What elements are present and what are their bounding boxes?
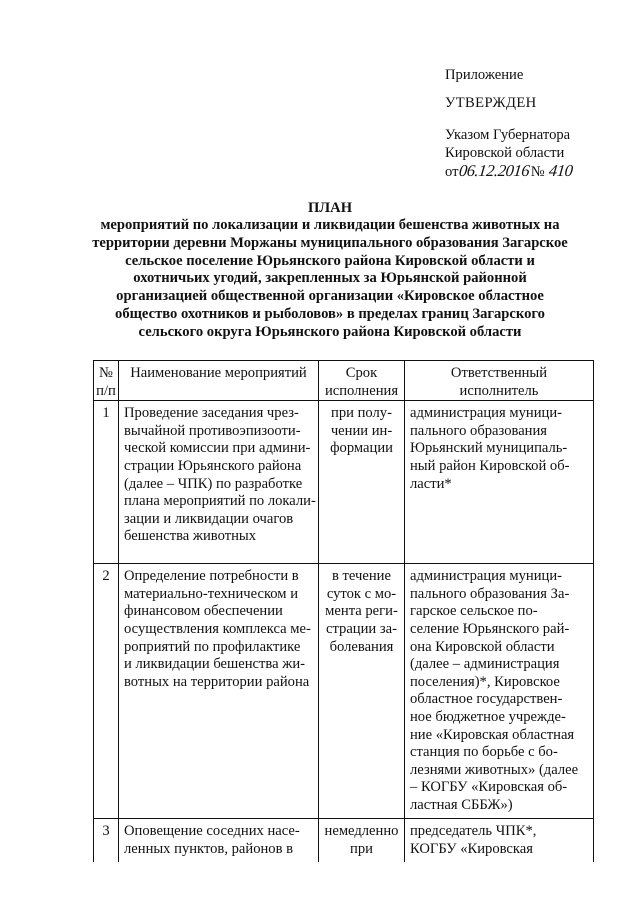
plan-subtitle-line: охотничьих угодий, закрепленных за Юрьянской районной bbox=[133, 270, 527, 287]
decree-line-1: Указом Губернатора bbox=[445, 127, 571, 143]
handwritten-number: 410 bbox=[547, 161, 574, 180]
handwritten-date: 06.12.2016 bbox=[458, 161, 531, 180]
cell-activity: Определение потребности в материально-техническом и финансовом обеспечении осуществления комплекса ме- роприятий по профилактике и ликвидации бешенства жи- вотных на территории района bbox=[119, 564, 319, 819]
cell-responsible: администрация муници- пального образования Юрьянский муниципаль- ный район Кировской об- ласти* bbox=[405, 401, 594, 564]
cell-deadline: немедленно при bbox=[319, 819, 405, 862]
plan-subtitle-line: территории деревни Моржаны муниципального образования Загарское bbox=[92, 234, 568, 251]
cell-deadline: в течение суток с мо- мента реги- страции за- болевания bbox=[319, 564, 405, 819]
table-header-row bbox=[94, 361, 594, 401]
number-sign: № bbox=[530, 164, 545, 180]
plan-subtitle-line: сельское поселение Юрьянского района Кировской области и bbox=[125, 252, 535, 269]
plan-title: ПЛАН bbox=[307, 200, 353, 216]
plan-subtitle-line: сельского округа Юрьянского района Кировской области bbox=[138, 323, 522, 340]
cell-activity: Оповещение соседних насе- ленных пунктов, районов в bbox=[119, 819, 319, 862]
decree-line-2: Кировской области bbox=[445, 145, 565, 161]
activities-table bbox=[93, 360, 594, 862]
decree-date-line bbox=[445, 162, 572, 181]
cell-deadline: при полу- чении ин- формации bbox=[319, 401, 405, 564]
date-prefix: от bbox=[445, 164, 459, 180]
cell-number: 1 bbox=[94, 401, 119, 564]
cell-number: 2 bbox=[94, 564, 119, 819]
table-row bbox=[94, 401, 594, 564]
cell-activity: Проведение заседания чрез- вычайной противоэпизооти- ческой комиссии при админи- страции Юрьянского района (далее – ЧПК) по разработке плана мероприятий по локали- зации и ликвидации очагов бешенства животных bbox=[119, 401, 319, 564]
plan-subtitle bbox=[60, 217, 600, 342]
header-cell-activity: Наименование мероприятий bbox=[119, 361, 319, 401]
table-row bbox=[94, 819, 594, 862]
appendix-label: Приложение bbox=[445, 67, 524, 83]
cell-responsible: председатель ЧПК*, КОГБУ «Кировская bbox=[405, 819, 594, 862]
plan-subtitle-line: организацией общественной организации «Кировское областное bbox=[116, 288, 544, 305]
approved-label: УТВЕРЖДЕН bbox=[445, 95, 537, 111]
header-cell-responsible: Ответственный исполнитель bbox=[405, 361, 594, 401]
cell-number: 3 bbox=[94, 819, 119, 862]
header-cell-deadline: Срок исполнения bbox=[319, 361, 405, 401]
plan-subtitle-line: общество охотников и рыболовов» в пределах границ Загарского bbox=[115, 305, 545, 322]
cell-responsible: администрация муници- пального образования За- гарское сельское по- селение Юрьянского рай- она Кировской области (далее – администрация поселения)*, Кировское областное государствен- ное бюджетное учрежде- ние «Кировская областная станция по борьбе с бо- лезнями животных» (далее – КОГБУ «Кировская об- ластная СББЖ») bbox=[405, 564, 594, 819]
plan-subtitle-line: мероприятий по локализации и ликвидации бешенства животных на bbox=[100, 217, 560, 233]
table-row bbox=[94, 564, 594, 819]
header-cell-number: № п/п bbox=[94, 361, 119, 401]
approval-block bbox=[445, 0, 635, 190]
